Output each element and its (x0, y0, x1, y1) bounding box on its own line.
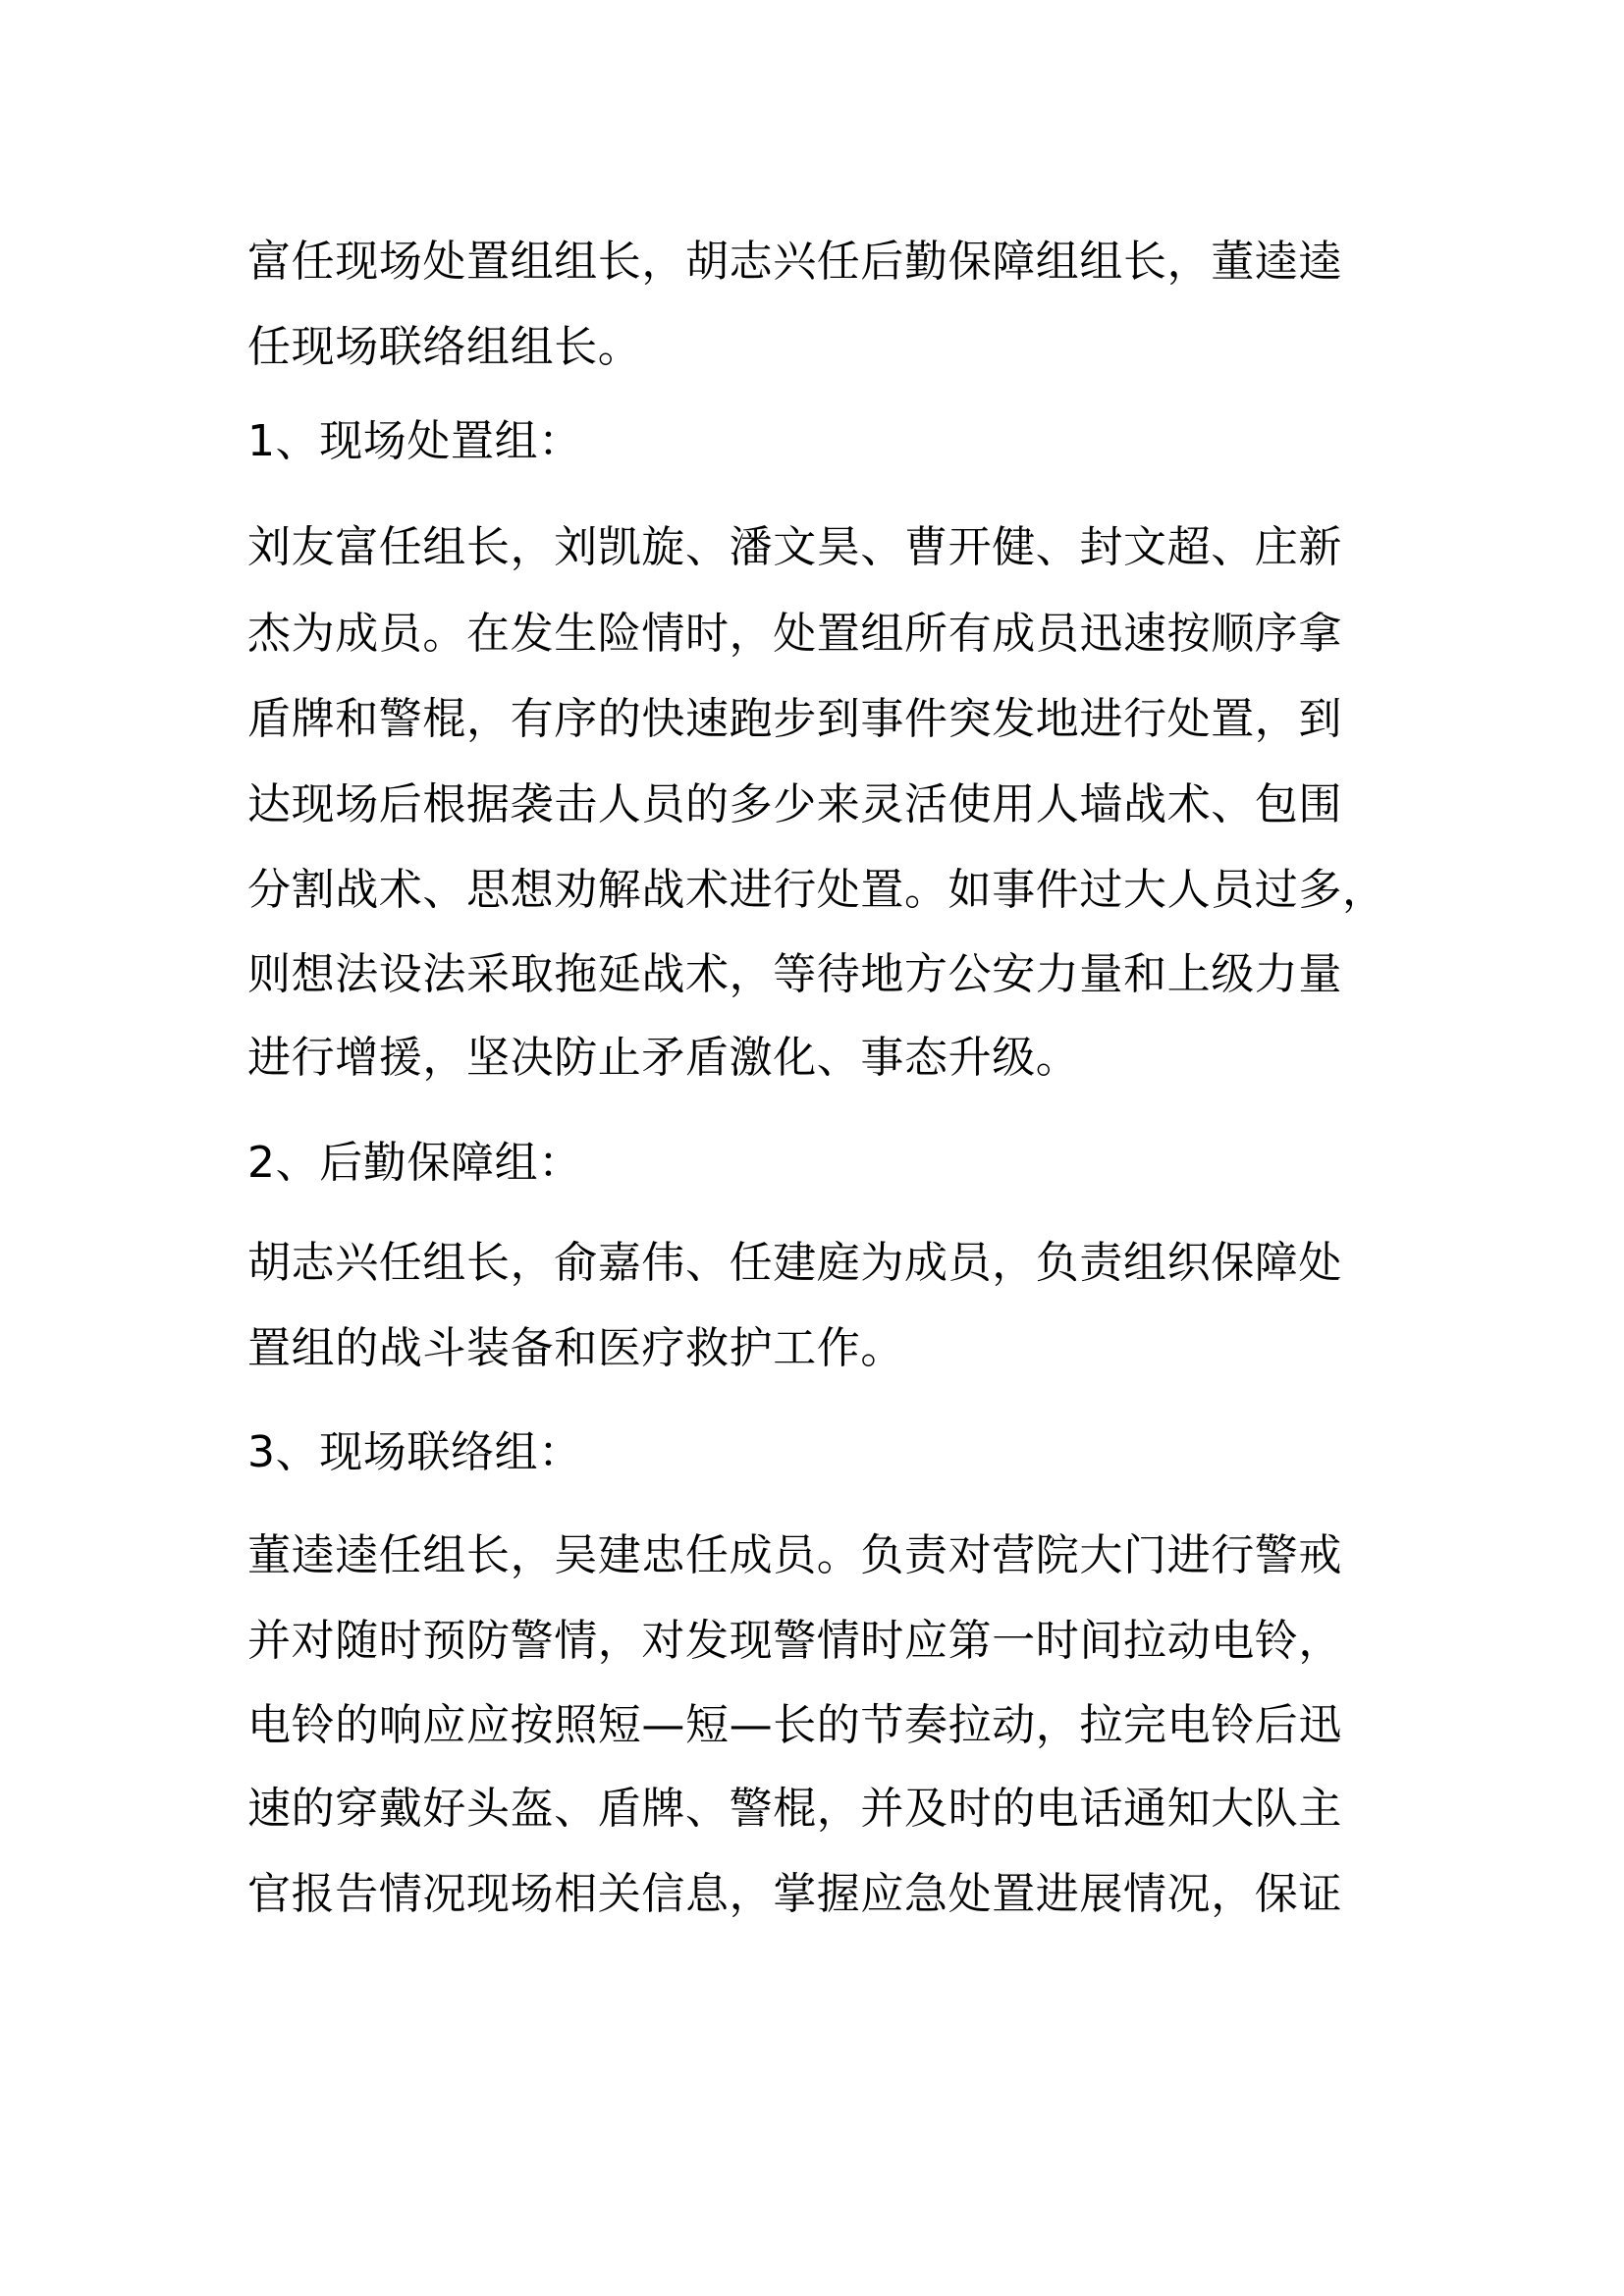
text-line: 胡志兴任组长，俞嘉伟、任建庭为成员，负责组织保障处 (247, 1238, 1342, 1288)
text-line: 速的穿戴好头盔、盾牌、警棍，并及时的电话通知大队主 (247, 1784, 1342, 1834)
text-line: 进行增援，坚决防止矛盾激化、事态升级。 (247, 1033, 1080, 1083)
text-line: 达现场后根据袭击人员的多少来灵活使用人墙战术、包围 (247, 779, 1342, 829)
text-line: 杰为成员。在发生险情时，处置组所有成员迅速按顺序拿 (247, 609, 1342, 659)
text-line: 盾牌和警棍，有序的快速跑步到事件突发地进行处置，到 (247, 694, 1342, 744)
text-line: 并对随时预防警情，对发现警情时应第一时间拉动电铃， (247, 1616, 1342, 1666)
text-line: 则想法设法采取拖延战术，等待地方公安力量和上级力量 (247, 949, 1342, 999)
text-line: 2、后勤保障组： (247, 1138, 582, 1188)
text-line: 电铃的响应应按照短—短—长的节奏拉动，拉完电铃后迅 (247, 1700, 1342, 1750)
text-line: 董逵逵任组长，吴建忠任成员。负责对营院大门进行警戒 (247, 1530, 1342, 1580)
text-line: 富任现场处置组组长，胡志兴任后勤保障组组长，董逵逵 (247, 237, 1342, 287)
text-line: 刘友富任组长，刘凯旋、潘文昊、曹开健、封文超、庄新 (247, 522, 1342, 572)
text-line: 分割战术、思想劝解战术进行处置。如事件过大人员过多， (247, 865, 1386, 915)
text-line: 1、现场处置组： (247, 416, 582, 466)
text-line: 任现场联络组组长。 (247, 322, 642, 372)
text-line: 3、现场联络组： (247, 1427, 582, 1477)
text-line: 官报告情况现场相关信息，掌握应急处置进展情况，保证 (247, 1869, 1342, 1919)
text-line: 置组的战斗装备和医疗救护工作。 (247, 1323, 904, 1373)
